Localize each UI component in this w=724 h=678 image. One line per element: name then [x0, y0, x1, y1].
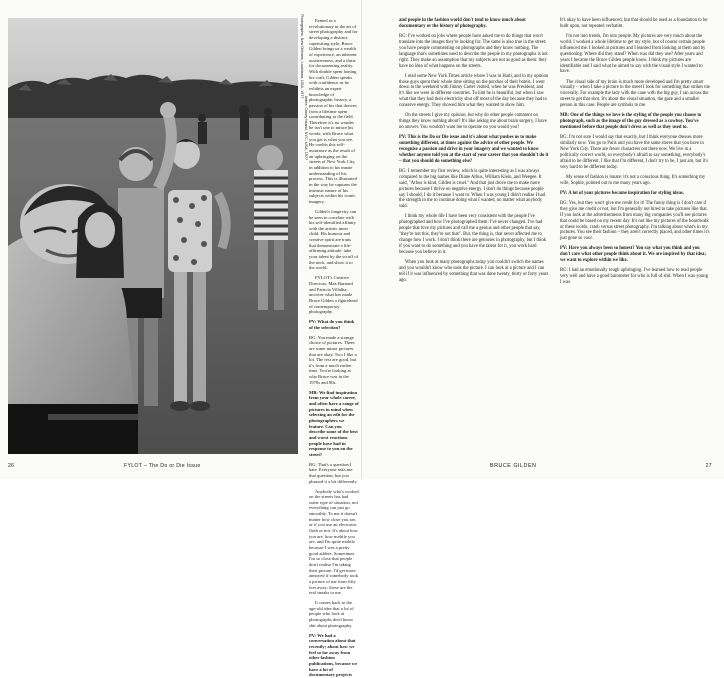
interview-question: MB: One of the things we love is the styling of the people you choose to photograph, such as the image of the guy dressed as a cowboy. You've mentioned before that people don't dress as well as they used to.	[560, 113, 702, 131]
article-paragraph: BG: Yes, but they won't give me credit for it! The funny thing is I don't care if they give me credit or not, but I'm generally not hired to take pictures like that. If you look at the advertisements from many big companies you'll see pictures that could be based on my recent day. It's not like my pictures of the boardwalk or these words, crash versus street photography. I'm talking about what's in my pictures. You see their fashion – they aren't correctly placed, and other times it's just gone so cool.	[560, 200, 710, 242]
article-paragraph: Anybody who's worked on the streets has had some type of situation, not everything can just go smoothly. To me it doesn't matter how close you are, or if you use an electronic flash or not. It's about how you are, how mobile you are, and I'm quite mobile because I was a pretty good athlete. Sometimes I'm so close that people don't realise I'm taking their picture. I'd get more annoyed if somebody took a picture of me from fifty feet away; those are the real sneaks to me.	[309, 488, 359, 596]
article-column-1	[309, 18, 359, 678]
article-paragraph: I'm not into trends, I'm into people. My pictures are very much about the world. I worked a whole lifetime to get my style, but of course certain people influenced me. I looked at pictures and I learned from looking at them and by questioning: Where did they stand? When was did they use? After years and years I became the Bruce Gilden people know. I think my pictures are identifiable and I said what he aimed to say with the visual style I wanted to have.	[560, 34, 706, 75]
photo-credit-secondary: Index: Coney Island, NYC, USA, 1977	[304, 96, 308, 161]
article-paragraph: BG: I've worked on jobs where people have asked me to do things that won't translate into the images they're looking for. The same is also true in the street: you have people commenting on photographs and they know nothing. The language that's sometimes used to describe the people in my photographs is not right. They make an assumption that my subjects are not as good as them: they have no idea of what happens on the streets.	[399, 34, 548, 69]
article-paragraph: The visual side of my brain is much more developed and I'm pretty smart visually – when I take a picture in the street I look for something that strikes me viscerally. For example the lady with the cane with the big guy, I ran across the street to get that shot. It's about the visual situation, the gaze and a smaller person in this case. People are symbols to me.	[560, 79, 710, 109]
article-paragraph: BG: I had an emotionally tough upbringing. I've learned how to read people very well and have a good barometer for who is full of shit. When I was young I was	[560, 268, 708, 286]
article-paragraph: I read some New York Times article where I was in Haiti, and in my opinion those guys spent their whole time sitting on the porches of their hotels. I went down to the weekend with Jimmy Carter visited, when he was President, and it's like we were in different countries. To him he is beautiful, but when I saw what that they had their electricity shut off most of the day because they had to conserve energy. They showed him what they wanted to show him.	[399, 73, 549, 109]
interview-question: and people in the fashion world don't tend to know much about documentary or the history of photography.	[399, 18, 526, 29]
interview-question: MB: We find inspiration from your whole career, and often have a range of pictures in mind when selecting an edit for the photographers we feature. Can you describe some of the best and worst reactions people have had in response to you on the street?	[309, 389, 359, 457]
interview-question: PV: Have you always been so honest? You say what you think and you don't care what other people think about it. We are inspired by that idea; we want to explore within we like.	[560, 246, 706, 264]
article-column-3	[560, 18, 710, 456]
interview-question: PV: What do you think of the selection?	[309, 319, 355, 330]
article-paragraph: BG: That's a question I hate. Everyone asks me that question, but you phrased it a bit differently.	[309, 461, 358, 484]
interview-question: PV: We had a conversation about that recently; about how we feel so far away from other fashion publications, because we have a lot of documentary projects	[309, 632, 358, 678]
article-paragraph: When you look at many photographs today you couldn't switch the names and you wouldn't know who took the picture. I can look at a picture and I can tell if it was influenced by something that was done twenty, thirty or forty years ago.	[399, 259, 549, 283]
article-paragraph: On the streets I give my opinion, but why do other people comment on things they know nothing about? It's like asking me about brain surgery, I have no answer. You wouldn't want me to operate on you would you?	[399, 113, 547, 131]
magazine-footer-title: FYLOT – The Do or Die Issue	[124, 463, 201, 469]
page-number-left: 26	[8, 463, 15, 469]
article-paragraph: I think my whole life I have been very consistent with the people I've photographed and how I've photographed them: I've never changed. I've had people that love my pictures and call me a genius and other people that say, "they're not this, they're not that". But, the thing is, that never affected me to change how I work. I don't think there are geniuses in photography, but I think if you want to do something and you have the talent for it, you work hard because you believe in it.	[399, 214, 547, 255]
article-paragraph: It's okay to have been influenced, but that should be used as a foundation to be built upon, not repeated verbatim.	[560, 18, 708, 29]
article-paragraph: My sense of fashion is innate: it's not a conscious thing. It's something my wife, Sophie, pointed out to me many years ago.	[560, 174, 706, 186]
section-name: BRUCE GILDEN	[490, 463, 537, 469]
beach-photograph	[8, 18, 298, 454]
article-paragraph: BG: I remember my first review, which is quite interesting as I was always compared to the big names like Diane Arbus, William Klein, and Weegee. It said, "Arbus is kind, Gilden is cruel." And that just drove me to make more pictures because I thrive on negative energy. I don't do things because people say I should, I do it because I want to. When I was young I didn't realise I had the strength in me to continue doing what I wanted, no matter what anybody said.	[399, 168, 546, 210]
article-paragraph: It comes back to the age-old idea that a lot of people who look at photographs don't know shit about photography.	[309, 600, 354, 628]
article-paragraph: BG: I'm not sure I would say that exactly, but I think everyone dresses more similarly now. You go to Paris and you have the same stores that you have in New York City. There are fewer characters out there now. We live in a politically correct world, so everybody's afraid to say something, everybody's afraid to be different. I like that I'm different, I don't try to be, I just am, but it's very hard to be different today.	[560, 135, 708, 170]
interview-question: PV: This is the Do or Die issue and it's about what pushes us to make something different, at times against the advice of other people. We recognise a passion and drive in your imagery and we wanted to know whether anyone told you at the start of your career that you shouldn't do it – that you should do something else?	[399, 135, 549, 164]
article-paragraph: FYLOT's Creative Directors, Max Barnard and Patricia Villalba, uncover what has made Bruce Gilden a figurehead of contemporary photography.	[309, 275, 358, 315]
beach-photograph-drawing	[8, 18, 298, 454]
article-paragraph: Gilden's longevity can be seen to correlate with his self-identified affinity with the artistic inner child. His humour and creative spirit are traits that demonstrate a life-affirming attitude: take your talent by the scruff of the neck, and show it to the world.	[309, 208, 359, 271]
page-number-right: 27	[705, 463, 712, 469]
article-paragraph: BG: You made a strange choice of pictures. There are some minor pictures that are okay. Two I like a lot. The rest are good, but it's from a much earlier time. You're looking at who Bruce was in the 1970s and 80s.	[309, 334, 357, 385]
photo-credit: Photographs: New Orleans, Louisiana, USA, 1977	[300, 14, 304, 99]
interview-question: PV: A lot of your pictures became inspiration for styling ideas.	[560, 190, 684, 196]
article-paragraph: Famed as a revolutionary in the art of street photography and for developing a distinct, captivating style, Bruce Gilden brings us a wealth of experience, an inherent assertiveness, and a thirst for documenting reality. With double spent honing his craft, Gilden speaks with confidence as he exhibits an expert knowledge of photographic history, a passion of his that derives from a lifetime spent contributing to the field. Therefore it's no wonder he isn't one to mince his words; with Bruce what you get is what you see. He credits this self-assurance as the result of an upbringing on the streets of New York City, in addition to his innate understanding of his process. This is illustrated in the way he captures the intrinsic nature of his subjects within his iconic imagery.	[309, 18, 358, 204]
article-column-2	[399, 18, 549, 456]
